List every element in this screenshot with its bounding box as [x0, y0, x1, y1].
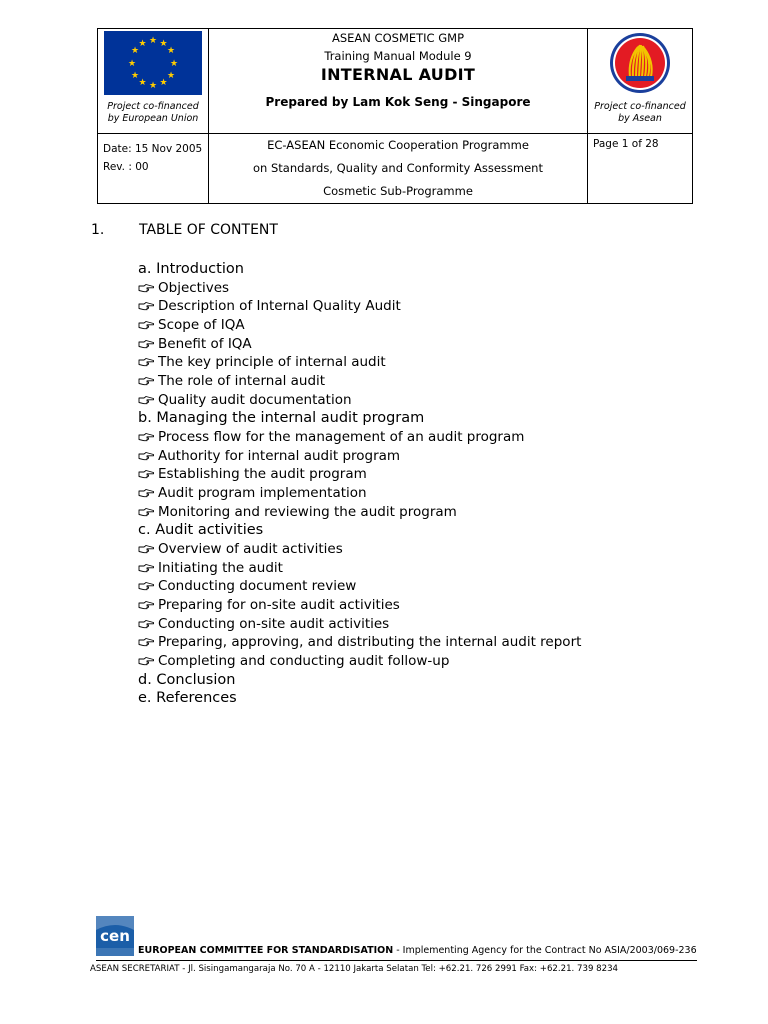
svg-text:★: ★ [138, 78, 147, 88]
footer-address: ASEAN SECRETARIAT - Jl. Sisingamangaraja No. 70 A - 12110 Jakarta Selatan Tel: +62.21. 726 2991 Fax: +62.21. 739 8234 [90, 964, 619, 974]
svg-text:★: ★ [166, 71, 176, 81]
eu-credit-line-2: by European Union [107, 113, 199, 124]
toc-item [138, 279, 581, 298]
pointing-hand-icon [138, 469, 155, 479]
svg-text:★: ★ [169, 59, 179, 69]
pointing-hand-icon [138, 544, 155, 554]
toc-item-label: The key principle of internal audit [158, 354, 386, 371]
svg-text:★: ★ [130, 46, 140, 56]
toc-item-label: Benefit of IQA [158, 335, 252, 352]
toc-section: b. Managing the internal audit program [138, 410, 425, 427]
toc-item [138, 484, 581, 503]
toc-item-label: Conducting document review [158, 578, 357, 595]
date-rev-cell [98, 134, 209, 204]
toc-item [138, 559, 581, 578]
toc-item [138, 372, 581, 391]
svg-text:★: ★ [166, 46, 176, 56]
toc-number: 1. [91, 222, 105, 238]
toc-item-label: Process flow for the management of an audit program [158, 428, 525, 445]
title-cell [209, 29, 588, 134]
svg-text:★: ★ [159, 39, 168, 49]
document-header-table [97, 28, 693, 204]
toc-item-label: The role of internal audit [158, 373, 326, 390]
toc-item-label: Quality audit documentation [158, 391, 352, 408]
toc-item [138, 503, 581, 522]
footer-agency-line [138, 945, 697, 956]
footer-divider [96, 960, 697, 961]
document-date: Date: 15 Nov 2005 [103, 143, 203, 155]
toc-item [138, 596, 581, 615]
pointing-hand-icon [138, 488, 155, 498]
programme-line-3: Cosmetic Sub-Programme [323, 184, 473, 198]
pointing-hand-icon [138, 656, 155, 666]
pointing-hand-icon [138, 432, 155, 442]
toc-item-label: Initiating the audit [158, 559, 283, 576]
pointing-hand-icon [138, 563, 155, 573]
asean-emblem-icon [608, 31, 672, 95]
asean-logo-cell [588, 29, 693, 134]
toc-item-label: Establishing the audit program [158, 466, 367, 483]
toc-section: e. References [138, 690, 237, 707]
toc-item-label: Monitoring and reviewing the audit program [158, 503, 457, 520]
pointing-hand-icon [138, 357, 155, 367]
pointing-hand-icon [138, 301, 155, 311]
pointing-hand-icon [138, 283, 155, 293]
eu-credit-line-1: Project co-financed [107, 101, 199, 112]
toc-section: d. Conclusion [138, 671, 236, 688]
svg-text:★: ★ [148, 36, 158, 46]
pointing-hand-icon [138, 507, 155, 517]
module-title: Training Manual Module 9 [324, 49, 472, 63]
document-title: INTERNAL AUDIT [320, 65, 476, 84]
pointing-hand-icon [138, 619, 155, 629]
toc-item-label: Overview of audit activities [158, 540, 343, 557]
toc-section: c. Audit activities [138, 522, 264, 539]
toc-item-label: Preparing, approving, and distributing the internal audit report [158, 634, 582, 651]
svg-text:★: ★ [127, 59, 137, 69]
toc-item [138, 447, 581, 466]
document-revision: Rev. : 00 [103, 161, 149, 173]
toc-item-label: Preparing for on-site audit activities [158, 597, 400, 614]
cen-logo-text: cen [100, 927, 130, 945]
pointing-hand-icon [138, 451, 155, 461]
agency-text: - Implementing Agency for the Contract No ASIA/2003/069-236 [393, 945, 697, 956]
toc-item [138, 316, 581, 335]
eu-cofinance-note [98, 101, 208, 125]
toc-heading [91, 222, 278, 238]
toc-item [138, 353, 581, 372]
toc-item [138, 335, 581, 354]
toc-item [138, 633, 581, 652]
programme-line-1: EC-ASEAN Economic Cooperation Programme [267, 138, 529, 152]
programme-line-2: on Standards, Quality and Conformity Assessment [253, 161, 543, 175]
pointing-hand-icon [138, 376, 155, 386]
pointing-hand-icon [138, 339, 155, 349]
pointing-hand-icon [138, 581, 155, 591]
toc-item [138, 391, 581, 410]
toc-item [138, 297, 581, 316]
page-number: Page 1 of 28 [593, 138, 659, 150]
toc-item [138, 465, 581, 484]
toc-item-label: Authority for internal audit program [158, 447, 401, 464]
manual-series-title: ASEAN COSMETIC GMP [332, 31, 464, 45]
committee-name: EUROPEAN COMMITTEE FOR STANDARDISATION [138, 945, 394, 956]
cen-logo-icon [96, 916, 134, 956]
page-number-cell [588, 134, 693, 204]
toc-item [138, 577, 581, 596]
svg-text:★: ★ [138, 39, 147, 49]
toc-item-label: Completing and conducting audit follow-up [158, 653, 450, 670]
programme-cell [209, 134, 588, 204]
prepared-by: Prepared by Lam Kok Seng - Singapore [265, 95, 531, 109]
toc-item-label: Audit program implementation [158, 485, 367, 502]
toc-section: a. Introduction [138, 261, 244, 277]
eu-flag-icon [104, 31, 202, 95]
svg-text:★: ★ [148, 81, 158, 91]
toc-item [138, 652, 581, 671]
toc-item-label: Conducting on-site audit activities [158, 615, 390, 632]
toc-item-label: Description of Internal Quality Audit [158, 298, 401, 315]
svg-text:★: ★ [130, 71, 140, 81]
svg-text:★: ★ [159, 78, 168, 88]
pointing-hand-icon [138, 637, 155, 647]
pointing-hand-icon [138, 395, 155, 405]
toc-item [138, 428, 581, 447]
pointing-hand-icon [138, 320, 155, 330]
asean-credit-line-1: Project co-financed [594, 101, 686, 112]
toc-title: TABLE OF CONTENT [139, 222, 278, 238]
toc-item-label: Scope of IQA [158, 316, 245, 333]
pointing-hand-icon [138, 600, 155, 610]
toc-item-label: Objectives [158, 279, 230, 296]
toc-item [138, 615, 581, 634]
asean-credit-line-2: by Asean [618, 113, 662, 124]
asean-cofinance-note [588, 101, 692, 125]
table-of-contents [138, 260, 581, 708]
toc-item [138, 540, 581, 559]
eu-logo-cell [98, 29, 209, 134]
